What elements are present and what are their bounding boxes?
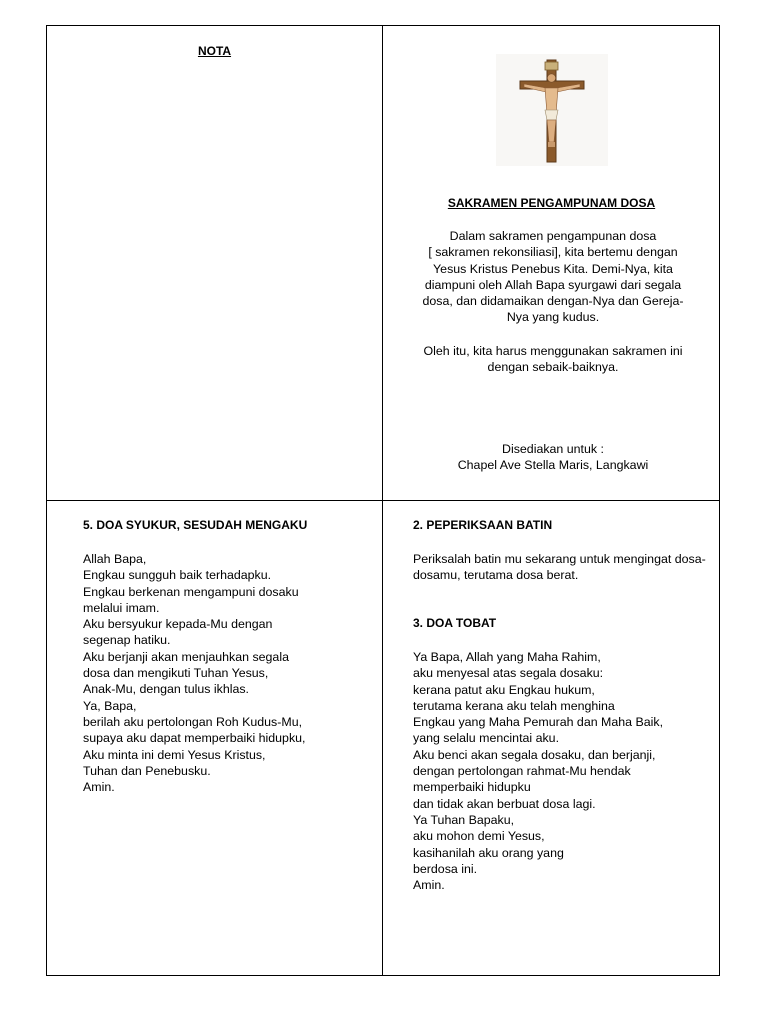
- cover-title: SAKRAMEN PENGAMPUNAM DOSA: [447, 196, 656, 210]
- section-2-title: 2. PEPERIKSAAN BATIN: [413, 518, 553, 532]
- section-3-prayer: Ya Bapa, Allah yang Maha Rahim, aku menyesal atas segala dosaku: kerana patut aku Engkau hukum, terutama kerana aku telah menghina Engkau yang Maha Pemurah dan Maha Baik, yang selalu mencintai aku. Aku benci akan segala dosaku, dan berjanji, dengan pertolongan rahmat-Mu hendak memperbaiki hidupku dan tidak akan berbuat dosa lagi. Ya Tuhan Bapaku, aku mohon demi Yesus, kasihanilah aku orang yang berdosa ini. Amin.: [413, 650, 664, 893]
- section-2-text: Periksalah batin mu sekarang untuk mengingat dosa- dosamu, terutama dosa berat.: [413, 552, 706, 583]
- cover-usage-paragraph: Oleh itu, kita harus menggunakan sakramen ini dengan sebaik-baiknya.: [423, 344, 683, 375]
- nota-title: NOTA: [197, 44, 232, 58]
- crucifix-image: [496, 54, 608, 166]
- section-3-title: 3. DOA TOBAT: [413, 616, 497, 630]
- crucifix-icon: [496, 54, 608, 166]
- horizontal-divider: [46, 500, 720, 501]
- section-5-prayer: Allah Bapa, Engkau sungguh baik terhadapku. Engkau berkenan mengampuni dosaku melalui imam. Aku bersyukur kepada-Mu dengan segenap hatiku. Aku berjanji akan menjauhkan segala dosa dan mengikuti Tuhan Yesus, Anak-Mu, dengan tulus ikhlas. Ya, Bapa, berilah aku pertolongan Roh Kudus-Mu, supaya aku dapat memperbaiki hidupku, Aku minta ini demi Yesus Kristus, Tuhan dan Penebusku. Amin.: [83, 552, 306, 795]
- cover-intro-paragraph: Dalam sakramen pengampunan dosa [ sakramen rekonsiliasi], kita bertemu dengan Yesus Kristus Penebus Kita. Demi-Nya, kita diampuni oleh Allah Bapa syurgawi dari segala dosa, dan didamaikan dengan-Nya dan Gereja- Nya yang kudus.: [422, 229, 684, 325]
- section-5-title: 5. DOA SYUKUR, SESUDAH MENGAKU: [83, 518, 308, 532]
- prepared-for-text: Disediakan untuk : Chapel Ave Stella Maris, Langkawi: [457, 442, 649, 473]
